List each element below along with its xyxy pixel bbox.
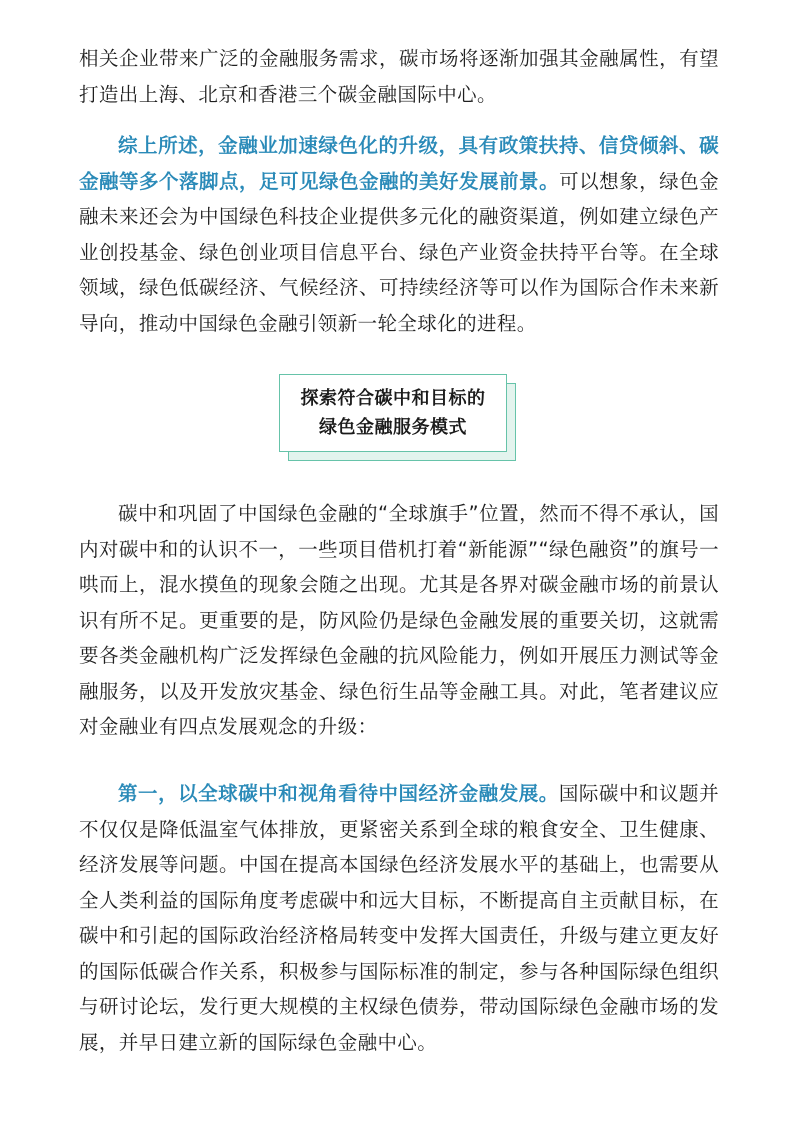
paragraph-4-highlight: 第一，以全球碳中和视角看待中国经济金融发展。 [118, 782, 559, 805]
paragraph-3-text: 碳中和巩固了中国绿色金融的“全球旗手”位置，然而不得不承认，国内对碳中和的认识不一，一些项目借机打着“新能源”“绿色融资”的旗号一哄而上，混水摸鱼的现象会随之出现。尤其是各界对碳金融市场的前景认识有所不足。更重要的是，防风险仍是绿色金融发展的重要关切，这就需要各类金融机构广泛发挥绿色金融的抗风险能力，例如开展压力测试等金融服务，以及开发放灾基金、绿色衍生品等金融工具。对此，笔者建议应对金融业有四点发展观念的升级： [79, 502, 719, 738]
paragraph-2-text: 可以想象，绿色金融未来还会为中国绿色科技企业提供多元化的融资渠道，例如建立绿色产业创投基金、绿色创业项目信息平台、绿色产业资金扶持平台等。在全球领域，绿色低碳经济、气候经济、可持续经济等可以作为国际合作未来新导向，推动中国绿色金融引领新一轮全球化的进程。 [79, 169, 719, 335]
paragraph-carbon-neutral [79, 496, 719, 745]
paragraph-2-highlight: 综上所述，金融业加速绿色化的升级，具有政策扶持、信贷倾斜、碳金融等多个落脚点，足可见绿色金融的美好发展前景。 [79, 134, 719, 193]
section-heading [279, 374, 507, 452]
section-heading-line-1: 探索符合碳中和目标的 [300, 388, 486, 409]
paragraph-first-point [79, 776, 719, 1060]
paragraph-carbon-market [79, 41, 719, 112]
paragraph-summary [79, 128, 719, 341]
section-heading-box [279, 374, 507, 452]
paragraph-1-text: 相关企业带来广泛的金融服务需求，碳市场将逐渐加强其金融属性，有望打造出上海、北京和香港三个碳金融国际中心。 [79, 47, 719, 106]
section-heading-line-2: 绿色金融服务模式 [319, 417, 467, 438]
paragraph-4-text: 国际碳中和议题并不仅仅是降低温室气体排放，更紧密关系到全球的粮食安全、卫生健康、经济发展等问题。中国在提高本国绿色经济发展水平的基础上，也需要从全人类利益的国际角度考虑碳中和远大目标，不断提高自主贡献目标，在碳中和引起的国际政治经济格局转变中发挥大国责任，升级与建立更友好的国际低碳合作关系，积极参与国际标准的制定，参与各种国际绿色组织与研讨论坛，发行更大规模的主权绿色债券，带动国际绿色金融市场的发展，并早日建立新的国际绿色金融中心。 [79, 782, 719, 1054]
